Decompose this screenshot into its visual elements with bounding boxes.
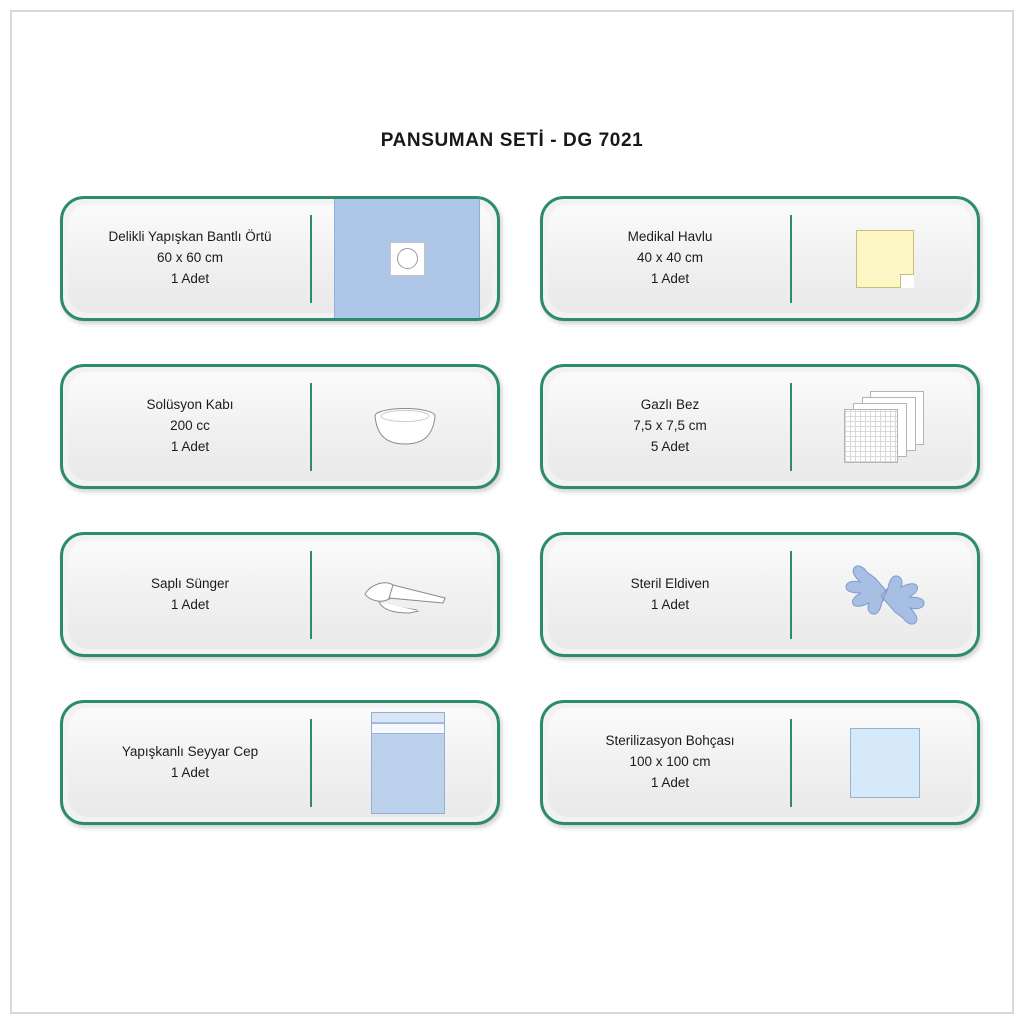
items-row	[60, 364, 980, 489]
card-inner	[548, 708, 972, 817]
card-divider	[790, 551, 792, 639]
item-image	[318, 540, 492, 649]
item-image	[318, 708, 492, 817]
item-name: Saplı Sünger	[150, 575, 230, 591]
card-divider	[310, 383, 312, 471]
item-spec: 100 x 100 cm	[629, 754, 711, 770]
item-card-steril-eldiven[interactable]	[540, 532, 980, 657]
card-divider	[790, 383, 792, 471]
medical-towel-icon	[856, 230, 914, 288]
item-qty: 1 Adet	[170, 438, 210, 454]
item-qty: 1 Adet	[650, 270, 690, 286]
item-text	[548, 227, 786, 290]
item-spec: 40 x 40 cm	[636, 250, 704, 266]
item-qty: 5 Adet	[650, 438, 690, 454]
item-card-sapli-sunger[interactable]	[60, 532, 500, 657]
items-row	[60, 532, 980, 657]
gauze-stack-icon	[844, 391, 926, 463]
drape-hole	[397, 248, 418, 269]
item-card-yapiskanli-seyyar-cep[interactable]	[60, 700, 500, 825]
item-spec: 200 cc	[170, 418, 210, 434]
item-text	[548, 731, 786, 794]
item-text	[548, 395, 786, 458]
item-image	[798, 540, 972, 649]
item-image	[798, 372, 972, 481]
page-title: PANSUMAN SETİ - DG 7021	[380, 130, 644, 151]
item-text	[68, 227, 306, 290]
card-divider	[790, 215, 792, 303]
item-card-medikal-havlu[interactable]	[540, 196, 980, 321]
item-image	[798, 204, 972, 313]
item-name: Gazlı Bez	[640, 397, 700, 413]
item-text	[68, 395, 306, 458]
card-inner	[68, 540, 492, 649]
items-row	[60, 196, 980, 321]
item-image	[318, 372, 492, 481]
item-text	[68, 742, 306, 784]
item-card-solusyon-kabi[interactable]	[60, 364, 500, 489]
sponge-stick-icon	[359, 572, 451, 618]
item-spec: 7,5 x 7,5 cm	[633, 418, 707, 434]
gauze-sheet	[844, 409, 898, 463]
card-divider	[310, 719, 312, 807]
card-inner	[548, 372, 972, 481]
items-grid	[60, 196, 980, 868]
card-inner	[548, 204, 972, 313]
item-qty: 1 Adet	[170, 270, 210, 286]
item-image	[318, 204, 492, 313]
item-name: Solüsyon Kabı	[146, 397, 234, 413]
item-image	[798, 708, 972, 817]
item-card-delikli-yapiskan-bantli-ortu[interactable]	[60, 196, 500, 321]
card-divider	[310, 551, 312, 639]
item-name: Medikal Havlu	[627, 229, 713, 245]
fenestrated-drape-icon	[334, 196, 480, 321]
item-qty: 1 Adet	[650, 596, 690, 612]
item-name: Sterilizasyon Bohçası	[605, 733, 735, 749]
item-qty: 1 Adet	[170, 596, 210, 612]
adhesive-pouch-icon	[371, 712, 445, 814]
sterilization-wrap-icon	[850, 728, 920, 798]
pouch-adhesive-strip	[372, 723, 444, 734]
item-name: Yapışkanlı Seyyar Cep	[121, 743, 259, 759]
item-text	[548, 574, 786, 616]
pouch-top-band	[372, 713, 444, 723]
item-card-gazli-bez[interactable]	[540, 364, 980, 489]
card-divider	[310, 215, 312, 303]
item-text	[68, 574, 306, 616]
card-inner	[548, 540, 972, 649]
solution-bowl-icon	[368, 407, 442, 447]
sterile-gloves-icon	[837, 558, 933, 632]
card-inner	[68, 204, 492, 313]
card-divider	[790, 719, 792, 807]
item-qty: 1 Adet	[170, 764, 210, 780]
card-inner	[68, 708, 492, 817]
item-name: Delikli Yapışkan Bantlı Örtü	[108, 229, 272, 245]
card-inner	[68, 372, 492, 481]
items-row	[60, 700, 980, 825]
item-qty: 1 Adet	[650, 774, 690, 790]
item-card-sterilizasyon-bohcasi[interactable]	[540, 700, 980, 825]
item-spec: 60 x 60 cm	[156, 250, 224, 266]
item-name: Steril Eldiven	[630, 575, 710, 591]
drape-fenestration	[390, 242, 425, 276]
